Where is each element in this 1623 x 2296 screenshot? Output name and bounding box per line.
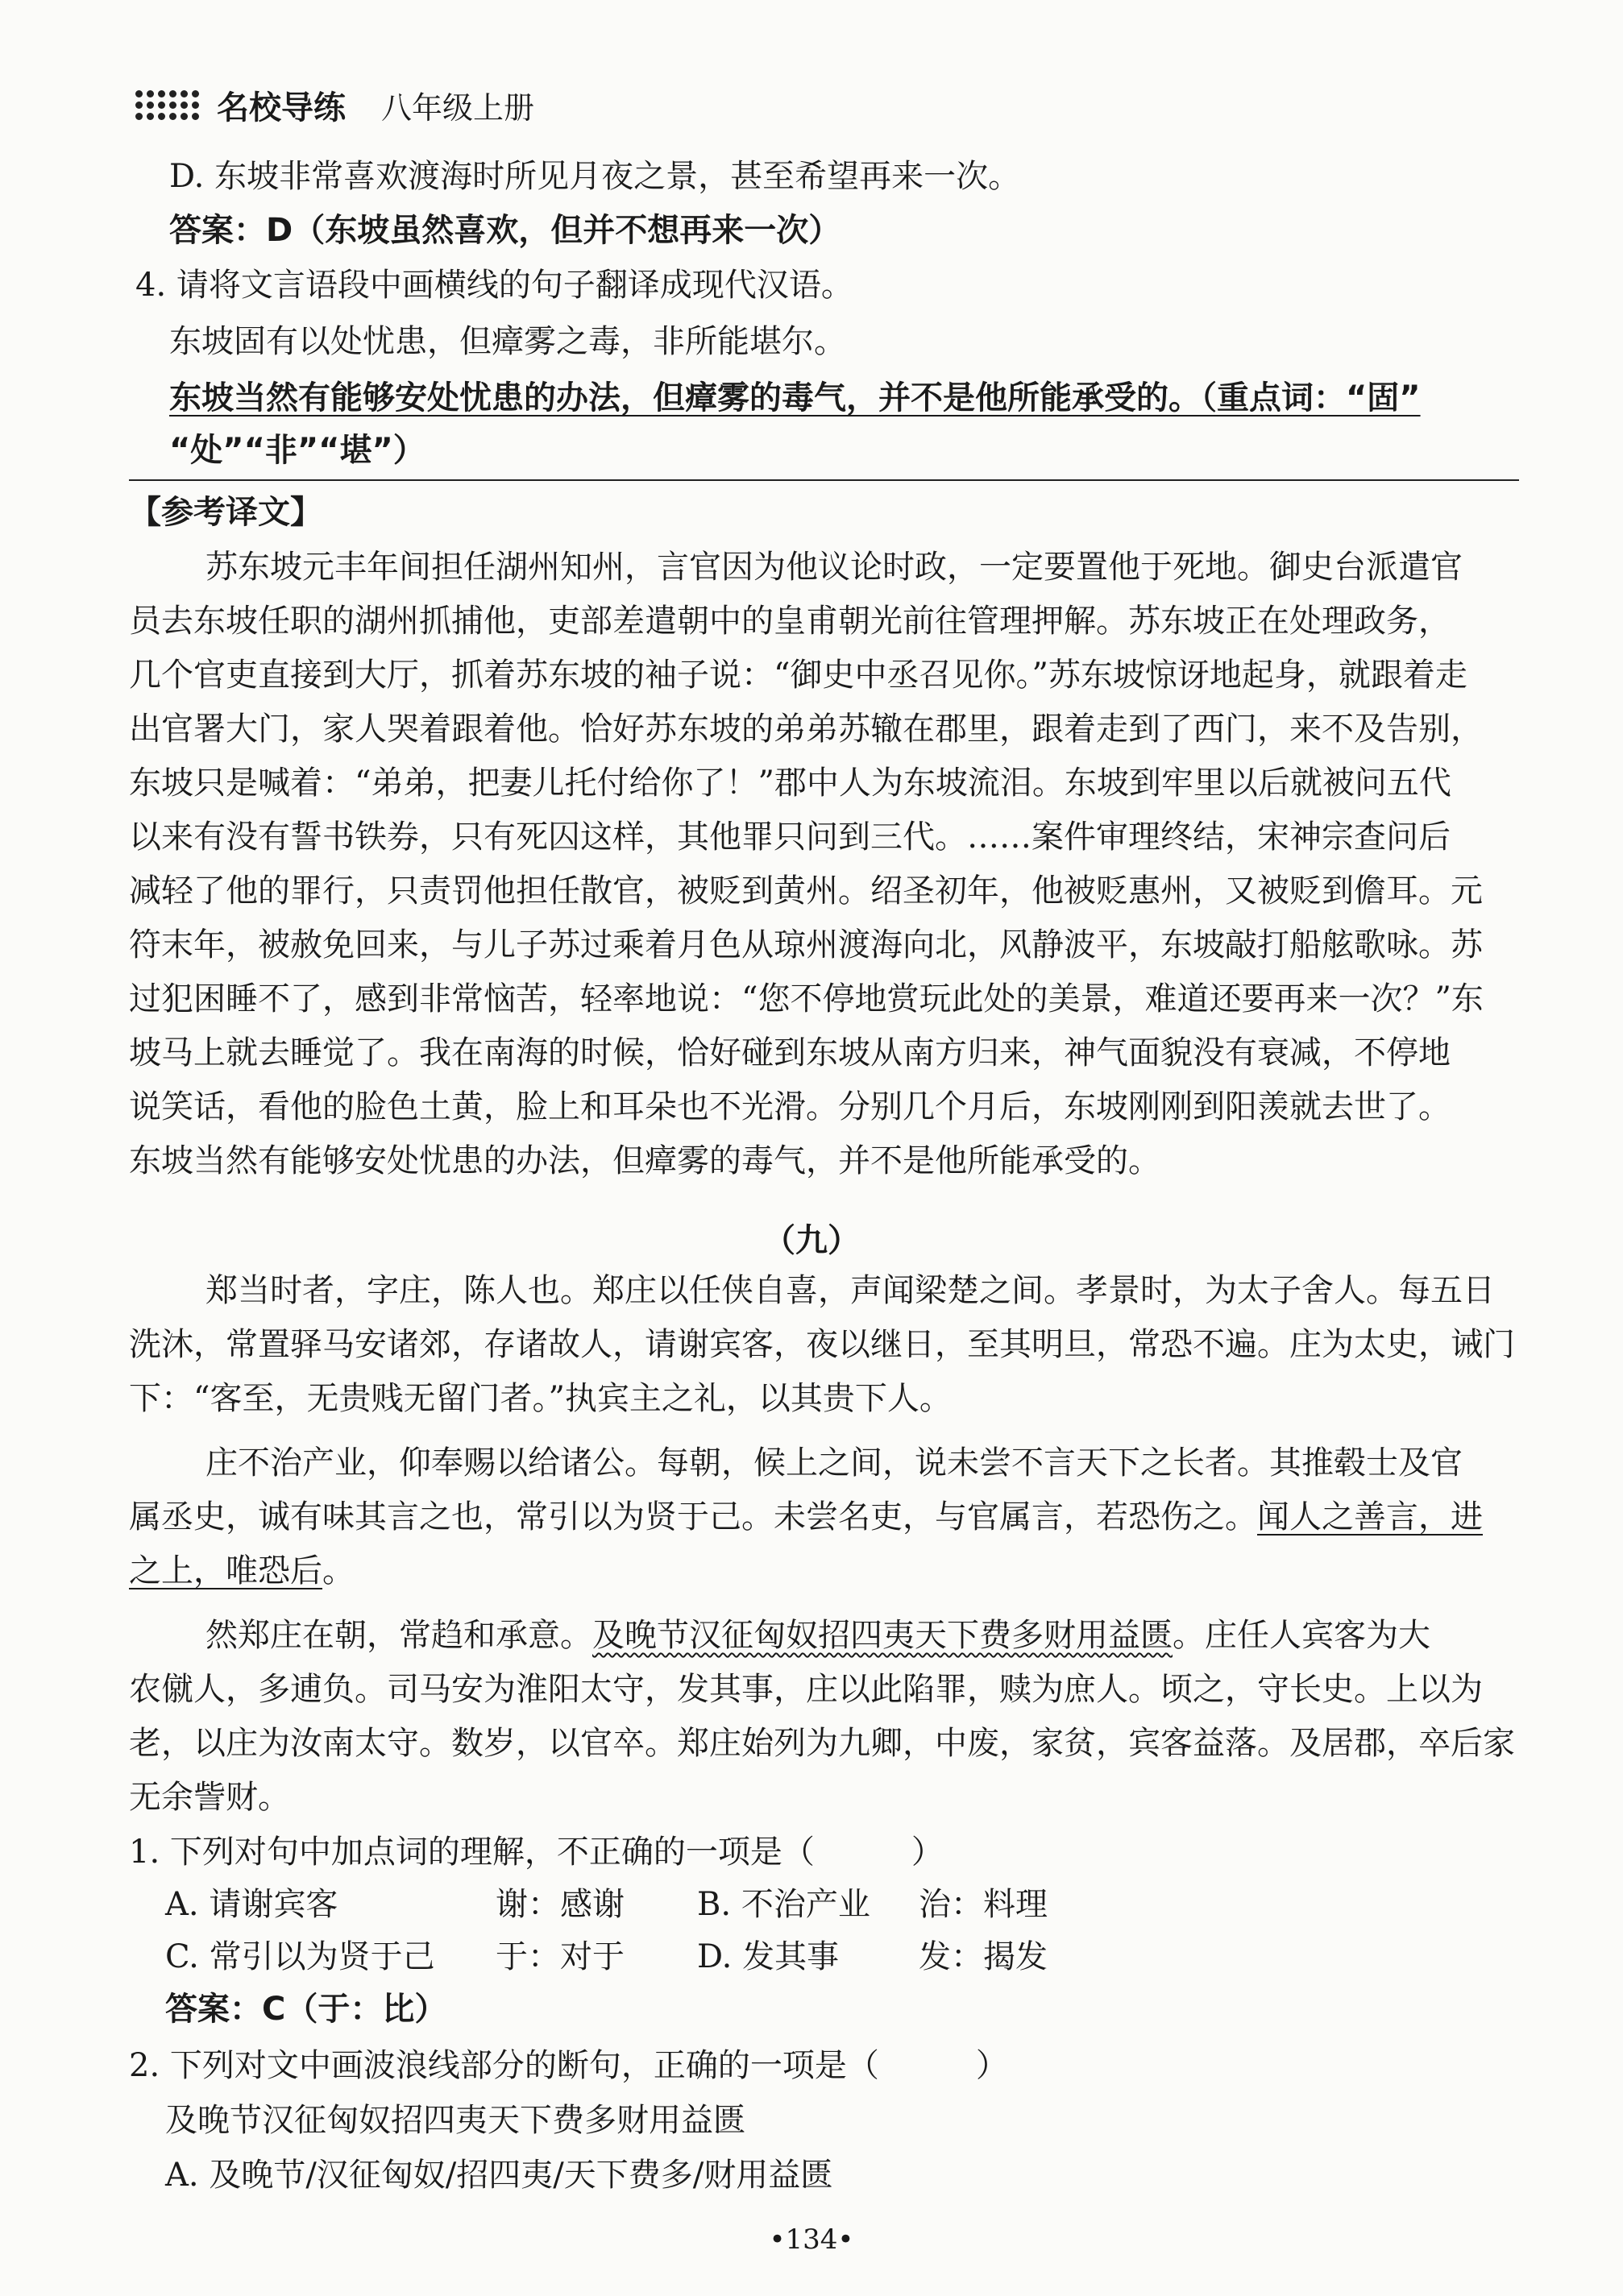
- passage-line: 农僦人，多逋负。司马安为淮阳太守，发其事，庄以此陷罪，赎为庶人。顷之，守长史。上以为: [129, 1671, 1483, 1708]
- question-4-source: 东坡固有以处忧患，但瘴雾之毒，非所能堪尔。: [169, 323, 846, 360]
- passage-line: 洗沐，常置驿马安诸郊，存诸故人，请谢宾客，夜以继日，至其明旦，常恐不遍。庄为太史，诫门: [129, 1326, 1515, 1363]
- passage-line: [129, 1552, 355, 1590]
- underlined-sentence: 之上，唯恐后: [129, 1552, 322, 1589]
- option-d-gloss: 发：揭发: [919, 1938, 1048, 1975]
- passage-line: 庄不治产业，仰奉赐以给诸公。每朝，候上之间，说未尝不言天下之长者。其推毂士及官: [205, 1444, 1463, 1482]
- translation-line: 以来有没有誓书铁券，只有死囚这样，其他罪只问到三代。……案件审理终结，宋神宗查问后: [129, 819, 1451, 856]
- question-4: 4. 请将文言语段中画横线的句子翻译成现代汉语。: [135, 267, 853, 304]
- book-grade: 八年级上册: [381, 89, 535, 126]
- question-4-answer-line2: “处”“非”“堪”）: [169, 432, 425, 469]
- passage-line: [205, 1616, 1430, 1655]
- page-number: •134•: [769, 2223, 854, 2256]
- translation-line: 出官署大门，家人哭着跟着他。恰好苏东坡的弟弟苏辙在郡里，跟着走到了西门，来不及告别，: [129, 711, 1483, 748]
- option-a-gloss: 谢：感谢: [496, 1886, 625, 1923]
- page-header: [135, 81, 534, 129]
- question-2: 2. 下列对文中画波浪线部分的断句，正确的一项是（ ）: [129, 2047, 1008, 2084]
- translation-line: 几个官吏直接到大厅，抓着苏东坡的袖子说：“御史中丞召见你。”苏东坡惊讶地起身，就跟着走: [129, 657, 1467, 694]
- question-1: 1. 下列对句中加点词的理解，不正确的一项是（ ）: [129, 1834, 944, 1871]
- translation-line: 坡马上就去睡觉了。我在南海的时候，恰好碰到东坡从南方归来，神气面貌没有衰减，不停地: [129, 1034, 1451, 1071]
- divider-line: [129, 479, 1519, 481]
- book-brand: 名校导练: [217, 89, 346, 126]
- option-d: D. 东坡非常喜欢渡海时所见月夜之景，甚至希望再来一次。: [169, 158, 1021, 195]
- passage-text: 然郑庄在朝，常趋和承意。: [205, 1617, 592, 1654]
- answer-3: 答案：D（东坡虽然喜欢，但并不想再来一次）: [169, 212, 841, 249]
- translation-heading: 【参考译文】: [129, 494, 322, 531]
- passage-line: [129, 1498, 1483, 1536]
- logo-dots-icon: [135, 90, 199, 120]
- translation-line: 东坡只是喊着：“弟弟，把妻儿托付给你了！”郡中人为东坡流泪。东坡到牢里以后就被问五代: [129, 765, 1451, 802]
- passage-line: 无余訾财。: [129, 1779, 290, 1816]
- section-title: （九）: [763, 1222, 860, 1259]
- answer-1: 答案：C（于：比）: [165, 1991, 447, 2028]
- passage-line: 郑当时者，字庄，陈人也。郑庄以任侠自喜，声闻梁楚之间。孝景时，为太子舍人。每五日: [205, 1272, 1495, 1309]
- option-a: A. 及晚节/汉征匈奴/招四夷/天下费多/财用益匮: [165, 2157, 833, 2194]
- passage-text: 属丞史，诚有味其言之也，常引以为贤于己。未尝名吏，与官属言，若恐伤之。: [129, 1498, 1257, 1536]
- translation-line: 过犯困睡不了，感到非常恼苦，轻率地说：“您不停地赏玩此处的美景，难道还要再来一次？”东: [129, 980, 1484, 1017]
- passage-line: 老，以庄为汝南太守。数岁，以官卒。郑庄始列为九卿，中废，家贫，宾客益落。及居郡，卒后家: [129, 1725, 1515, 1762]
- option-b-gloss: 治：料理: [919, 1886, 1048, 1923]
- option-a: A. 请谢宾客: [165, 1886, 338, 1923]
- underlined-sentence: 闻人之善言，进: [1257, 1498, 1483, 1536]
- question-2-source: 及晚节汉征匈奴招四夷天下费多财用益匮: [165, 2102, 745, 2139]
- translation-line: 符末年，被赦免回来，与儿子苏过乘着月色从琼州渡海向北，风静波平，东坡敲打船舷歌咏。苏: [129, 926, 1483, 964]
- option-b: B. 不治产业: [697, 1886, 870, 1923]
- question-4-answer-line1: 东坡当然有能够安处忧患的办法，但瘴雾的毒气，并不是他所能承受的。（重点词：“固”: [169, 379, 1421, 417]
- option-c: C. 常引以为贤于己: [165, 1938, 435, 1975]
- wavy-underlined-sentence: 及晚节汉征匈奴招四夷天下费多财用益匮: [592, 1617, 1173, 1654]
- translation-line: 减轻了他的罪行，只责罚他担任散官，被贬到黄州。绍圣初年，他被贬惠州，又被贬到儋耳。元: [129, 872, 1483, 910]
- passage-line: 下：“客至，无贵贱无留门者。”执宾主之礼，以其贵下人。: [129, 1380, 952, 1417]
- translation-line: 说笑话，看他的脸色土黄，脸上和耳朵也不光滑。分别几个月后，东坡刚刚到阳羡就去世了。: [129, 1088, 1451, 1125]
- option-c-gloss: 于：对于: [496, 1938, 625, 1975]
- translation-line: 苏东坡元丰年间担任湖州知州，言官因为他议论时政，一定要置他于死地。御史台派遣官: [205, 549, 1463, 586]
- option-d: D. 发其事: [697, 1938, 840, 1975]
- translation-line: 员去东坡任职的湖州抓捕他，吏部差遣朝中的皇甫朝光前往管理押解。苏东坡正在处理政务，: [129, 603, 1451, 640]
- translation-line: 东坡当然有能够安处忧患的办法，但瘴雾的毒气，并不是他所能承受的。: [129, 1142, 1160, 1179]
- passage-text: 。: [322, 1552, 355, 1589]
- passage-text: 。庄任人宾客为大: [1173, 1617, 1430, 1654]
